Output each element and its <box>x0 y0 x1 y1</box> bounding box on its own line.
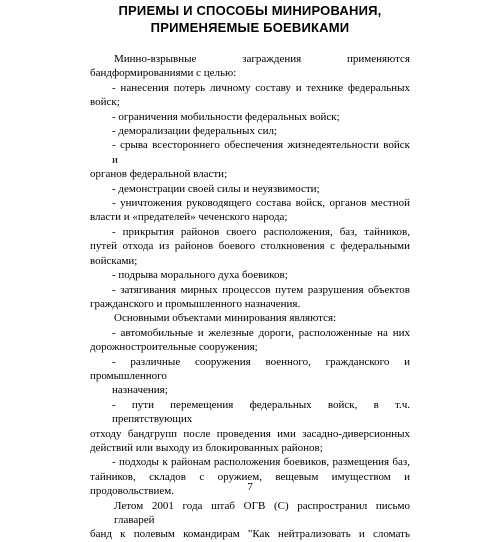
title-line-1: ПРИЕМЫ И СПОСОБЫ МИНИРОВАНИЯ, <box>118 3 382 18</box>
title-line-2: ПРИМЕНЯЕМЫЕ БОЕВИКАМИ <box>150 20 350 35</box>
text-line: гражданского и промышленного назначения. <box>90 297 301 310</box>
text-line: - уничтожения руководящего состава войск, органов местной <box>112 197 410 210</box>
text-line: власти и «предателей» чеченского народа; <box>90 211 288 224</box>
text-line: бандформированиями с целью: <box>90 67 237 80</box>
text-line: войсками; <box>90 254 138 267</box>
text-line: Минно-взрывные заграждения применяются <box>114 53 410 65</box>
text-line: - автомобильные и железные дороги, расположенные на них <box>112 326 410 339</box>
text-line: Основными объектами минирования являются: <box>114 312 337 325</box>
text-line: промышленного <box>90 369 167 382</box>
text-line: продовольствием. <box>90 485 175 498</box>
text-line: - затягивания мирных процессов путем разрушения объектов <box>112 283 410 296</box>
text-line: - демонстрации своей силы и неуязвимости; <box>112 182 320 195</box>
page-number: 7 <box>247 481 253 493</box>
text-line: действий или выходу из блокированных районов; <box>90 441 323 454</box>
page-title <box>0 2 500 36</box>
text-line: тайников, складов с оружием, вещевым имуществом и <box>90 470 410 483</box>
text-line: отходу бандгрупп после проведения ими засадно-диверсионных <box>90 427 410 440</box>
body-text <box>90 52 410 542</box>
text-line: - подходы к районам расположения боевиков, размещения баз, <box>112 456 410 469</box>
text-line: Летом 2001 года штаб ОГВ (С) распространил письмо главарей <box>114 499 410 526</box>
text-line: - ограничения мобильности федеральных войск; <box>112 110 340 123</box>
text-line: войск; <box>90 96 120 109</box>
text-line: - различные сооружения военного, гражданского и <box>112 355 410 368</box>
text-line: - пути перемещения федеральных войск, в т.ч. препятствующих <box>112 398 410 426</box>
text-line: - срыва всестороннего обеспечения жизнедеятельности войск и <box>112 139 410 166</box>
text-line: путей отхода из районов боевого столкновения с федеральными <box>90 240 410 253</box>
text-line: дорожностроительные сооружения; <box>90 341 258 354</box>
text-line: - нанесения потерь личному составу и технике федеральных <box>112 81 410 94</box>
text-line: - деморализации федеральных сил; <box>112 125 278 138</box>
text-line: - прикрытия районов своего расположения, баз, тайников, <box>112 225 410 238</box>
text-line: органов федеральной власти; <box>90 168 228 181</box>
text-line: назначения; <box>112 384 168 397</box>
text-line: - подрыва морального духа боевиков; <box>112 269 288 282</box>
text-line: банд к полевым командирам "Как нейтрализовать и сломать <box>90 528 410 541</box>
